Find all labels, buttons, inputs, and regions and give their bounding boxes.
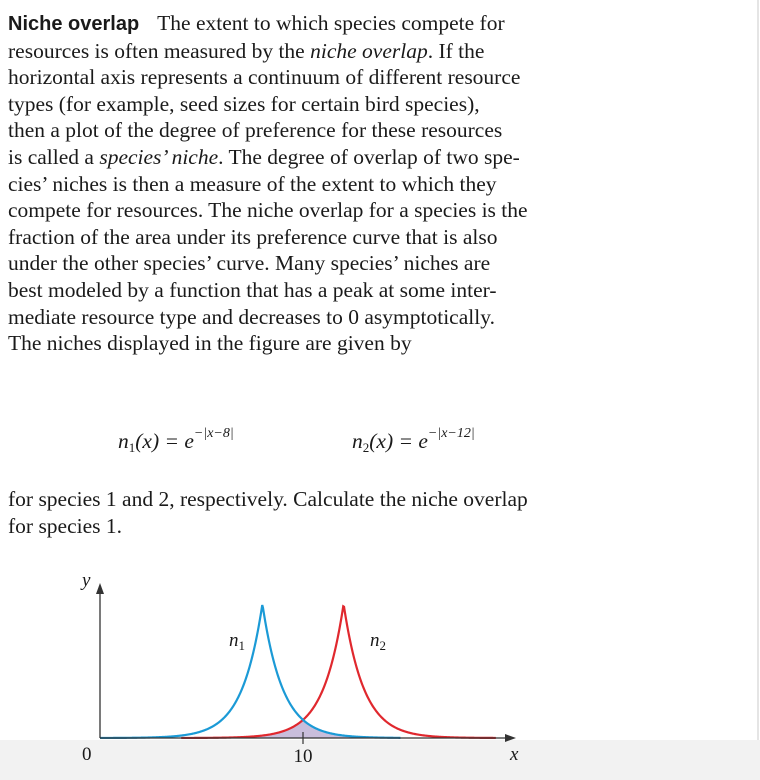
y-axis-arrowhead	[96, 583, 104, 594]
text-run: compete for resources. The niche overlap for a species is the	[8, 198, 528, 223]
problem-line	[8, 304, 658, 331]
text-run: best modeled by a function that has a peak at some inter-	[8, 277, 497, 302]
problem-line	[8, 91, 658, 118]
problem-line	[8, 197, 658, 224]
problem-text	[8, 10, 658, 357]
text-run: fraction of the area under its preference curve that is also	[8, 224, 498, 249]
problem-line	[8, 330, 658, 357]
text-run: is called a	[8, 144, 100, 169]
equation-n2	[352, 426, 475, 456]
text-run: then a plot of the degree of preference for these resources	[8, 118, 503, 143]
problem-line	[8, 277, 658, 304]
equation-n1	[118, 426, 234, 456]
text-run: . If the	[427, 38, 485, 63]
text-run: mediate resource type and decreases to 0 asymptotically.	[8, 304, 495, 329]
x-axis-arrowhead	[505, 734, 516, 742]
equation-row	[0, 426, 760, 466]
origin-label: 0	[82, 744, 92, 765]
italic-term: niche overlap	[310, 38, 428, 63]
problem-line	[8, 64, 658, 91]
problem-line	[8, 171, 658, 198]
problem-line	[8, 38, 658, 65]
x-axis-label: x	[510, 744, 519, 765]
text-run: The niches displayed in the figure are given by	[8, 331, 412, 356]
curve-n1	[100, 605, 400, 738]
eq1-exponent: −|x−8|	[193, 426, 234, 441]
problem-heading: Niche overlap	[8, 13, 140, 35]
x-tick-label-10: 10	[293, 746, 313, 767]
eq2-subscript: 2	[362, 440, 370, 455]
text-run: horizontal axis represents a continuum of different resource	[8, 65, 521, 90]
curve-n2	[181, 606, 496, 738]
text-run: resources is often measured by the	[8, 38, 311, 63]
problem-line	[8, 144, 658, 171]
problem-line-1	[8, 10, 658, 38]
problem-line	[8, 117, 658, 144]
eq1-function-name: n	[118, 429, 129, 453]
eq2-body: (x) = e	[369, 429, 428, 453]
y-axis-label: y	[82, 570, 91, 591]
problem-closing	[8, 486, 658, 539]
problem-line	[8, 224, 658, 251]
closing-line-1: for species 1 and 2, respectively. Calculate the niche overlap	[8, 487, 528, 511]
curve-n2-label: $n_2$	[370, 630, 386, 653]
niche-figure	[0, 560, 760, 780]
text-run: The extent to which species compete for	[157, 11, 505, 35]
text-run: cies’ niches is then a measure of the extent to which they	[8, 171, 497, 196]
curve-n1-label: $n_1$	[229, 630, 245, 653]
text-run: . The degree of overlap of two spe-	[218, 144, 520, 169]
italic-term: species’ niche	[99, 144, 219, 169]
eq1-subscript: 1	[128, 440, 136, 455]
text-run: types (for example, seed sizes for certain bird species),	[8, 91, 480, 116]
eq1-body: (x) = e	[135, 429, 194, 453]
problem-line	[8, 250, 658, 277]
eq2-exponent: −|x−12|	[427, 426, 475, 441]
eq2-function-name: n	[352, 429, 363, 453]
closing-line-2: for species 1.	[8, 513, 123, 538]
text-run: under the other species’ curve. Many species’ niches are	[8, 251, 491, 276]
